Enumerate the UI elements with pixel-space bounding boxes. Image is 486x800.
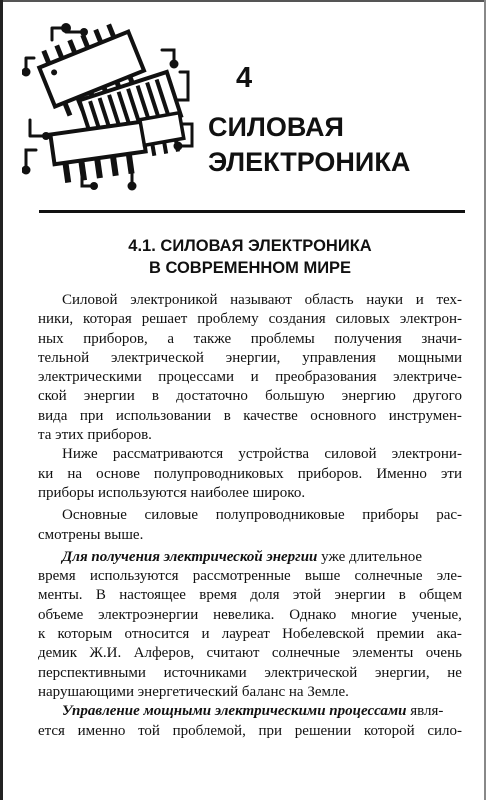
text-line: нарушающими энергетический баланс на Земле.: [38, 683, 349, 700]
section-heading-line: 4.1. СИЛОВАЯ ЭЛЕКТРОНИКА: [128, 237, 372, 255]
text-line: смотрены выше.: [38, 526, 144, 543]
text-line: Основные силовые полупроводниковые приборы рас-: [62, 507, 462, 524]
emphasis-text: Для получения электрической энергии: [62, 548, 318, 565]
text-run: явля-: [406, 703, 444, 720]
section-heading: [80, 235, 420, 279]
text-line: та этих приборов.: [38, 427, 152, 444]
text-line: время используются рассмотренные выше солнечные эле-: [38, 568, 462, 585]
chapter-title: [208, 110, 410, 180]
text-run: уже длительное: [317, 548, 423, 565]
text-line: [38, 548, 462, 567]
text-line: Силовой электроникой называют область науки и тех-: [62, 292, 462, 308]
body-text: [38, 291, 462, 741]
chapter-number: 4: [236, 62, 253, 94]
page-top-edge: [0, 0, 486, 2]
text-line: перспективными источниками электрической энергии, не: [38, 664, 462, 681]
text-line: ется именно той проблемой, при решении которой сило-: [38, 722, 462, 739]
text-line: менты. В настоящее время доля этой энергии в общем: [38, 587, 462, 604]
chapter-emblem-chips-illustration: [22, 20, 200, 198]
text-line: объеме электроэнергии невелика. Однако многие ученые,: [38, 606, 462, 623]
text-line: приборы используются наиболее широко.: [38, 484, 306, 501]
text-line: ники, которая решает проблему создания силовых электрон-: [38, 311, 462, 328]
chapter-title-line: СИЛОВАЯ: [208, 112, 344, 142]
section-heading-line: В СОВРЕМЕННОМ МИРЕ: [148, 259, 352, 277]
text-line: вида при использовании в качестве основного инструмен-: [38, 407, 462, 424]
text-line: электрическими процессами и преобразования электриче-: [38, 369, 462, 386]
emphasis-text: Управление мощными электрическими процессами: [62, 703, 407, 720]
text-line: демик Ж.И. Алферов, считают солнечные элементы очень: [38, 645, 462, 662]
page-left-edge: [0, 0, 3, 800]
text-line: ки на основе полупроводниковых приборов. Именно эти: [38, 465, 462, 482]
chapter-divider-rule: [39, 210, 465, 213]
text-line: Ниже рассматриваются устройства силовой электрони-: [62, 446, 462, 463]
chapter-title-line: ЭЛЕКТРОНИКА: [208, 147, 411, 177]
text-line: к которым относится и лауреат Нобелевской премии ака-: [38, 626, 462, 643]
text-line: тельной электрической энергии, управления мощными: [38, 349, 462, 366]
text-line: ных приборов, а также проблемы получения значи-: [38, 330, 462, 347]
text-line: [38, 702, 462, 721]
text-line: ской энергии в достаточно большую энергию другого: [38, 388, 462, 405]
